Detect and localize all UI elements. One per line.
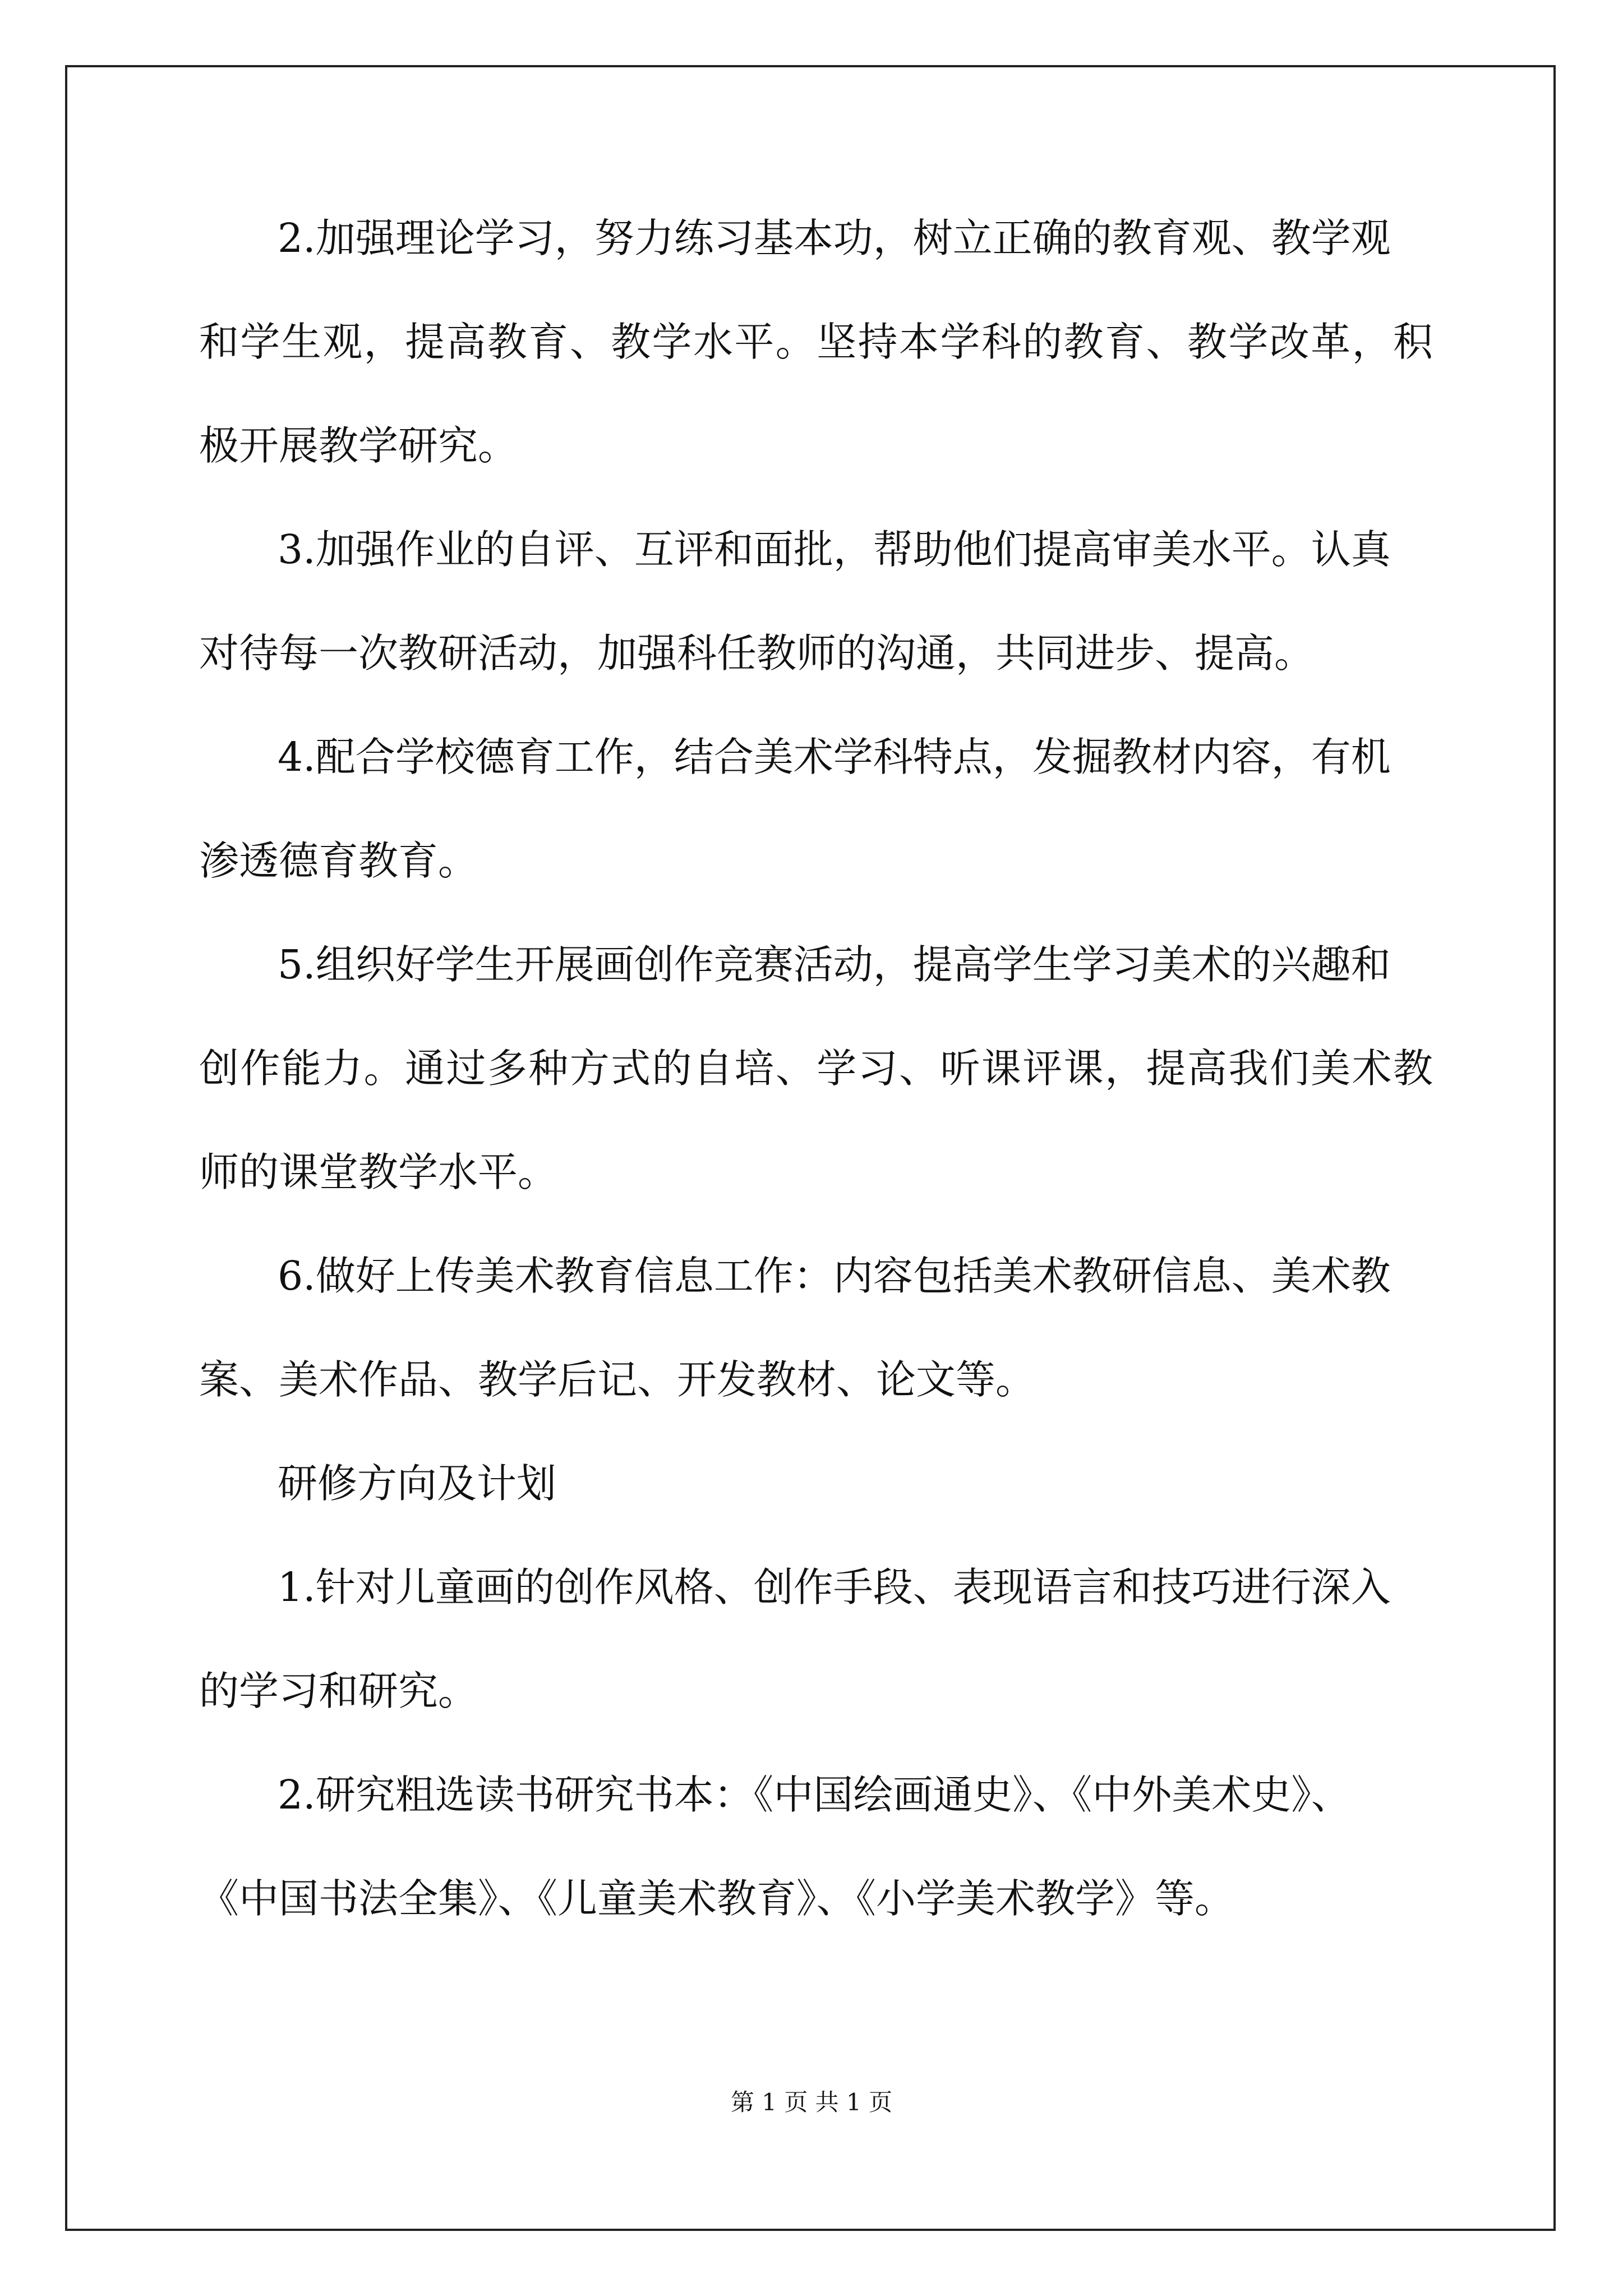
paragraph-line: 渗透德育教育。	[199, 838, 478, 884]
paragraph-line: 6.做好上传美术教育信息工作：内容包括美术教研信息、美术教	[278, 1253, 1391, 1299]
paragraph-line: 5.组织好学生开展画创作竞赛活动，提高学生学习美术的兴趣和	[278, 941, 1391, 988]
section-heading: 研修方向及计划	[278, 1460, 557, 1507]
paragraph-line: 创作能力。通过多种方式的自培、学习、听课评课，提高我们美术教	[199, 1045, 1433, 1092]
paragraph-line: 2.研究粗选读书研究书本：《中国绘画通史》、《中外美术史》、	[278, 1772, 1351, 1818]
paragraph-line: 《中国书法全集》、《儿童美术教育》、《小学美术教学》等。	[199, 1875, 1235, 1922]
page-number-footer: 第 1 页 共 1 页	[730, 2088, 893, 2116]
paragraph-line: 2.加强理论学习，努力练习基本功，树立正确的教育观、教学观	[278, 215, 1391, 261]
paragraph-line: 案、美术作品、教学后记、开发教材、论文等。	[199, 1356, 1036, 1403]
paragraph-line: 的学习和研究。	[199, 1668, 478, 1714]
paragraph-line: 极开展教学研究。	[199, 422, 518, 469]
paragraph-line: 3.加强作业的自评、互评和面批，帮助他们提高审美水平。认真	[278, 526, 1391, 573]
paragraph-line: 4.配合学校德育工作，结合美术学科特点，发掘教材内容，有机	[278, 734, 1391, 780]
paragraph-line: 1.针对儿童画的创作风格、创作手段、表现语言和技巧进行深入	[278, 1564, 1391, 1611]
paragraph-line: 对待每一次教研活动，加强科任教师的沟通，共同进步、提高。	[199, 630, 1315, 677]
paragraph-line: 师的课堂教学水平。	[199, 1149, 558, 1195]
paragraph-line: 和学生观，提高教育、教学水平。坚持本学科的教育、教学改革，积	[199, 319, 1433, 365]
